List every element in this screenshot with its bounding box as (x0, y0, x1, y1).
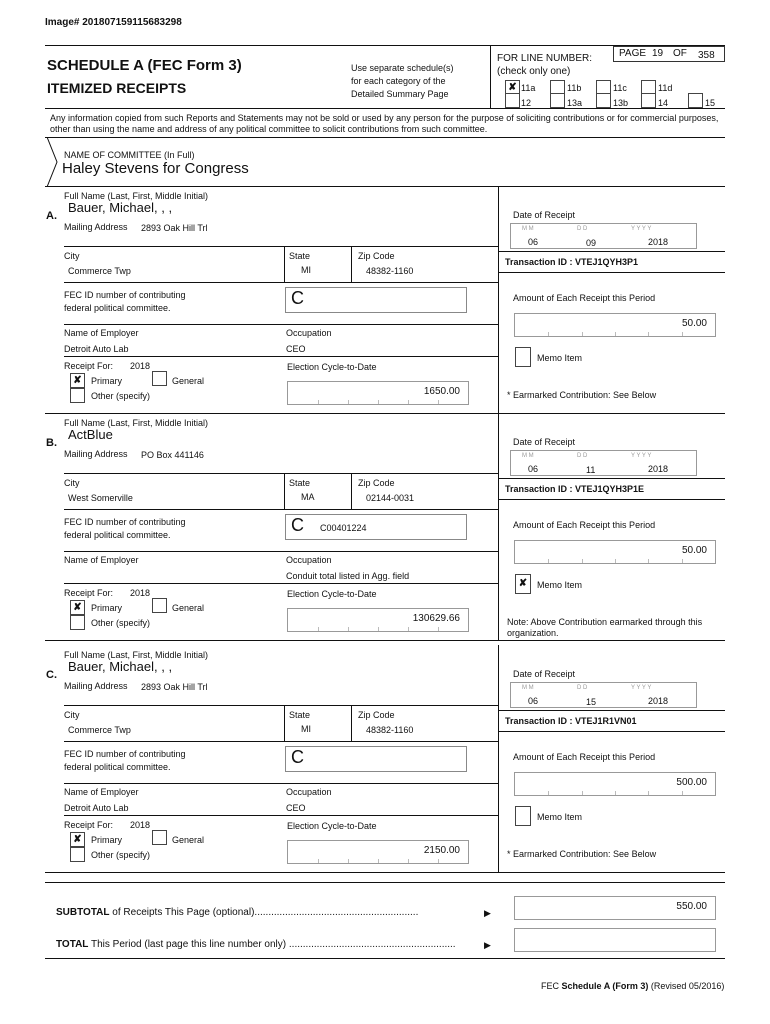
line-11b-label: 11b (567, 83, 582, 93)
total-arrow-icon: ▶ (484, 940, 491, 950)
mailing-address: 2893 Oak Hill Trl (141, 223, 208, 233)
field-tick (615, 559, 616, 563)
full-name-label: Full Name (Last, First, Middle Initial) (64, 418, 209, 428)
state-value: MI (301, 265, 311, 275)
divider (64, 783, 498, 784)
fec-id-label-2: federal political committee. (64, 303, 171, 313)
other-label: Other (specify) (91, 850, 151, 860)
mailing-address-label: Mailing Address (64, 222, 128, 232)
date-year: 2018 (648, 237, 669, 247)
contributor-name: ActBlue (68, 427, 113, 442)
field-tick (615, 332, 616, 336)
line-12-checkbox[interactable] (505, 93, 520, 108)
fec-id-field[interactable] (285, 746, 467, 772)
schedule-note-1: Use separate schedule(s) (351, 63, 454, 73)
employer-label: Name of Employer (64, 555, 139, 565)
memo-checkbox[interactable] (515, 347, 531, 367)
aggregate-field[interactable] (287, 381, 469, 405)
of-label: OF (673, 48, 687, 59)
total-label-bold: TOTAL (56, 939, 89, 950)
other-label: Other (specify) (91, 391, 151, 401)
election-cycle-label: Election Cycle-to-Date (287, 362, 377, 372)
field-tick (438, 627, 439, 631)
field-tick (378, 400, 379, 404)
fec-id-label-2: federal political committee. (64, 762, 171, 772)
divider (351, 473, 352, 509)
field-tick (648, 332, 649, 336)
full-name-label: Full Name (Last, First, Middle Initial) (64, 191, 209, 201)
divider (498, 645, 499, 872)
election-cycle-label: Election Cycle-to-Date (287, 821, 377, 831)
divider (498, 499, 725, 500)
field-tick (548, 791, 549, 795)
schedule-note-3: Detailed Summary Page (351, 89, 449, 99)
transaction-id: Transaction ID : VTEJ1R1VN01 (505, 716, 637, 726)
date-dd-hint: D D (577, 453, 588, 459)
line-number-label: FOR LINE NUMBER: (497, 53, 593, 64)
field-tick (318, 627, 319, 631)
line-13b-checkbox[interactable] (596, 93, 611, 108)
other-checkbox[interactable] (70, 615, 85, 630)
field-tick (318, 859, 319, 863)
date-receipt-label: Date of Receipt (513, 210, 576, 220)
field-tick (438, 859, 439, 863)
field-tick (378, 859, 379, 863)
entry-note: Note: Above Contribution earmarked through this organization. (507, 617, 703, 638)
field-tick (582, 791, 583, 795)
line-11a-label: 11a (521, 83, 536, 93)
divider (45, 872, 725, 873)
receipt-for-label: Receipt For: (64, 820, 114, 830)
field-tick (548, 332, 549, 336)
field-tick (682, 332, 683, 336)
entry-letter: A. (46, 210, 57, 222)
zip-value: 48382-1160 (366, 725, 414, 735)
divider (64, 705, 498, 706)
line-15-label: 15 (705, 98, 716, 108)
line-13a-label: 13a (567, 98, 583, 108)
aggregate-field[interactable] (287, 608, 469, 632)
general-checkbox[interactable] (152, 598, 167, 613)
divider (64, 282, 498, 283)
mailing-address-label: Mailing Address (64, 449, 128, 459)
divider (284, 705, 285, 741)
general-label: General (172, 835, 205, 845)
line-11d-label: 11d (658, 83, 673, 93)
receipt-year: 2018 (130, 588, 151, 598)
subtotal-amount-field[interactable] (514, 896, 716, 920)
memo-label: Memo Item (537, 580, 583, 590)
divider (64, 741, 498, 742)
contributor-name: Bauer, Michael, , , (68, 200, 173, 215)
date-year: 2018 (648, 464, 669, 474)
occupation-label: Occupation (286, 555, 332, 565)
fec-id-value: C00401224 (320, 523, 367, 533)
field-tick (408, 627, 409, 631)
general-checkbox[interactable] (152, 371, 167, 386)
line-11c-label: 11c (613, 83, 627, 93)
field-tick (408, 859, 409, 863)
date-field[interactable] (510, 223, 697, 249)
amount-field[interactable] (514, 540, 716, 564)
check-only-one: (check only one) (497, 66, 571, 77)
amount-field-value: 500.00 (676, 777, 707, 788)
divider (64, 509, 498, 510)
date-mm-hint: M M (522, 685, 534, 691)
date-day: 15 (586, 697, 597, 707)
divider (64, 246, 498, 247)
committee-bracket (45, 137, 65, 187)
footer-form-name: Schedule A (Form 3) (561, 981, 649, 991)
city-label: City (64, 251, 80, 261)
footer-revision: (Revised 05/2016) (650, 981, 725, 991)
line-14-checkbox[interactable] (641, 93, 656, 108)
fec-id-field[interactable] (285, 514, 467, 540)
field-tick (548, 559, 549, 563)
employer-value: Detroit Auto Lab (64, 344, 129, 354)
divider (498, 731, 725, 732)
date-yyyy-hint: Y Y Y Y (631, 453, 652, 459)
receipt-for-label: Receipt For: (64, 588, 114, 598)
divider (498, 710, 725, 711)
footer (541, 980, 724, 992)
occupation-label: Occupation (286, 787, 332, 797)
date-month: 06 (528, 464, 539, 474)
divider (64, 324, 498, 325)
field-tick (582, 332, 583, 336)
divider (351, 246, 352, 282)
total-label-row: TOTAL This Period (last page this line number only) ............................................................ (56, 939, 456, 950)
total-amount-field[interactable] (514, 928, 716, 952)
date-month: 06 (528, 237, 539, 247)
employer-label: Name of Employer (64, 328, 139, 338)
fec-id-prefix: C (291, 747, 304, 767)
divider (498, 272, 725, 273)
mailing-address: 2893 Oak Hill Trl (141, 682, 208, 692)
divider (498, 413, 499, 640)
entry-note: * Earmarked Contribution: See Below (507, 849, 657, 859)
mailing-address: PO Box 441146 (141, 450, 204, 460)
general-label: General (172, 603, 205, 613)
date-receipt-label: Date of Receipt (513, 669, 576, 679)
line-13b-label: 13b (613, 98, 629, 108)
divider (284, 473, 285, 509)
other-checkbox[interactable] (70, 847, 85, 862)
field-tick (648, 559, 649, 563)
image-id: Image# 201807159115683298 (45, 17, 182, 28)
divider (45, 413, 725, 414)
primary-label: Primary (91, 835, 122, 845)
aggregate-field-value: 130629.66 (412, 613, 460, 624)
zip-value: 02144-0031 (366, 493, 415, 503)
state-label: State (289, 251, 311, 261)
date-year: 2018 (648, 696, 669, 706)
fec-id-label-1: FEC ID number of contributing (64, 749, 186, 759)
primary-checkbox[interactable]: ✘ (70, 600, 85, 615)
general-checkbox[interactable] (152, 830, 167, 845)
primary-label: Primary (91, 603, 122, 613)
date-mm-hint: M M (522, 226, 534, 232)
date-field[interactable] (510, 682, 697, 708)
divider (64, 815, 498, 816)
zip-label: Zip Code (358, 478, 395, 488)
entry-letter: B. (46, 437, 57, 449)
date-receipt-label: Date of Receipt (513, 437, 576, 447)
line-15-checkbox[interactable] (688, 93, 703, 108)
primary-checkbox[interactable]: ✘ (70, 832, 85, 847)
field-tick (348, 400, 349, 404)
divider (498, 478, 725, 479)
page-total: 358 (698, 50, 715, 61)
divider (498, 251, 725, 252)
transaction-id: Transaction ID : VTEJ1QYH3P1E (505, 484, 645, 494)
field-tick (582, 559, 583, 563)
page-number: 19 (652, 48, 664, 59)
field-tick (408, 400, 409, 404)
subtotal-label: of Receipts This Page (optional) (112, 907, 255, 918)
fec-id-label-1: FEC ID number of contributing (64, 290, 186, 300)
state-label: State (289, 478, 311, 488)
memo-checkbox[interactable] (515, 806, 531, 826)
general-label: General (172, 376, 205, 386)
fec-id-label-1: FEC ID number of contributing (64, 517, 186, 527)
memo-checkbox[interactable]: ✘ (515, 574, 531, 594)
state-value: MI (301, 724, 311, 734)
field-tick (348, 627, 349, 631)
contributor-name: Bauer, Michael, , , (68, 659, 173, 674)
city-value: West Somerville (68, 493, 133, 503)
disclaimer: Any information copied from such Reports and Statements may not be sold or used by any person for the purpose of soliciting contributions or for commercial purposes, other than using the name and address of any political committee to solicit contributions from such committee. (50, 113, 719, 134)
schedule-note-2: for each category of the (351, 76, 446, 86)
transaction-id: Transaction ID : VTEJ1QYH3P1 (505, 257, 639, 267)
state-value: MA (301, 492, 315, 502)
aggregate-field[interactable] (287, 840, 469, 864)
date-yyyy-hint: Y Y Y Y (631, 226, 652, 232)
other-checkbox[interactable] (70, 388, 85, 403)
receipt-year: 2018 (130, 361, 151, 371)
occupation-value: CEO (286, 803, 306, 813)
line-11a-checkbox[interactable]: ✘ (505, 80, 520, 95)
committee-label: NAME OF COMMITTEE (In Full) (64, 150, 195, 160)
occupation-label: Occupation (286, 328, 332, 338)
amount-label: Amount of Each Receipt this Period (513, 293, 656, 303)
line-14-label: 14 (658, 98, 669, 108)
line-13a-checkbox[interactable] (550, 93, 565, 108)
field-tick (438, 400, 439, 404)
form-title: SCHEDULE A (FEC Form 3) (47, 57, 242, 74)
fec-id-label-2: federal political committee. (64, 530, 171, 540)
field-tick (615, 791, 616, 795)
entry-note: * Earmarked Contribution: See Below (507, 390, 657, 400)
divider (351, 705, 352, 741)
date-month: 06 (528, 696, 539, 706)
city-label: City (64, 710, 80, 720)
entry-letter: C. (46, 669, 57, 681)
total-label: This Period (last page this line number only) (91, 939, 287, 950)
subtotal-arrow-icon: ▶ (484, 908, 491, 918)
field-tick (348, 859, 349, 863)
state-label: State (289, 710, 311, 720)
employer-label: Name of Employer (64, 787, 139, 797)
city-value: Commerce Twp (68, 725, 131, 735)
city-value: Commerce Twp (68, 266, 131, 276)
fec-id-prefix: C (291, 288, 304, 308)
fec-id-field[interactable] (285, 287, 467, 313)
field-tick (318, 400, 319, 404)
date-day: 11 (586, 465, 596, 475)
committee-name: Haley Stevens for Congress (62, 160, 249, 177)
primary-label: Primary (91, 376, 122, 386)
date-field[interactable] (510, 450, 697, 476)
subtotal-value: 550.00 (676, 901, 707, 912)
divider (64, 473, 498, 474)
zip-value: 48382-1160 (366, 266, 414, 276)
divider (45, 640, 725, 641)
form-subtitle: ITEMIZED RECEIPTS (47, 80, 187, 96)
primary-checkbox[interactable]: ✘ (70, 373, 85, 388)
divider (284, 246, 285, 282)
zip-label: Zip Code (358, 710, 395, 720)
mailing-address-label: Mailing Address (64, 681, 128, 691)
divider (64, 551, 498, 552)
field-tick (378, 627, 379, 631)
divider (64, 356, 498, 357)
fec-id-prefix: C (291, 515, 304, 535)
divider (498, 186, 499, 413)
employer-value: Detroit Auto Lab (64, 803, 129, 813)
memo-label: Memo Item (537, 812, 583, 822)
election-cycle-label: Election Cycle-to-Date (287, 589, 377, 599)
field-tick (682, 559, 683, 563)
date-mm-hint: M M (522, 453, 534, 459)
divider (64, 583, 498, 584)
amount-field[interactable] (514, 772, 716, 796)
field-tick (682, 791, 683, 795)
footer-prefix: FEC (541, 981, 559, 991)
date-yyyy-hint: Y Y Y Y (631, 685, 652, 691)
other-label: Other (specify) (91, 618, 151, 628)
line-12-label: 12 (521, 98, 532, 108)
date-dd-hint: D D (577, 226, 588, 232)
date-dd-hint: D D (577, 685, 588, 691)
page-label: PAGE (619, 48, 647, 59)
field-tick (648, 791, 649, 795)
receipt-year: 2018 (130, 820, 151, 830)
amount-field[interactable] (514, 313, 716, 337)
subtotal-label-bold: SUBTOTAL (56, 907, 110, 918)
full-name-label: Full Name (Last, First, Middle Initial) (64, 650, 209, 660)
amount-field-value: 50.00 (681, 545, 707, 556)
aggregate-field-value: 2150.00 (423, 845, 460, 856)
occupation-value: Conduit total listed in Agg. field (286, 571, 410, 581)
receipt-for-label: Receipt For: (64, 361, 114, 371)
zip-label: Zip Code (358, 251, 395, 261)
date-day: 09 (586, 238, 597, 248)
city-label: City (64, 478, 80, 488)
memo-label: Memo Item (537, 353, 583, 363)
aggregate-field-value: 1650.00 (423, 386, 460, 397)
amount-field-value: 50.00 (681, 318, 707, 329)
subtotal-label-row: SUBTOTAL of Receipts This Page (optional)........................................................... (56, 907, 419, 918)
occupation-value: CEO (286, 344, 306, 354)
amount-label: Amount of Each Receipt this Period (513, 752, 656, 762)
amount-label: Amount of Each Receipt this Period (513, 520, 656, 530)
